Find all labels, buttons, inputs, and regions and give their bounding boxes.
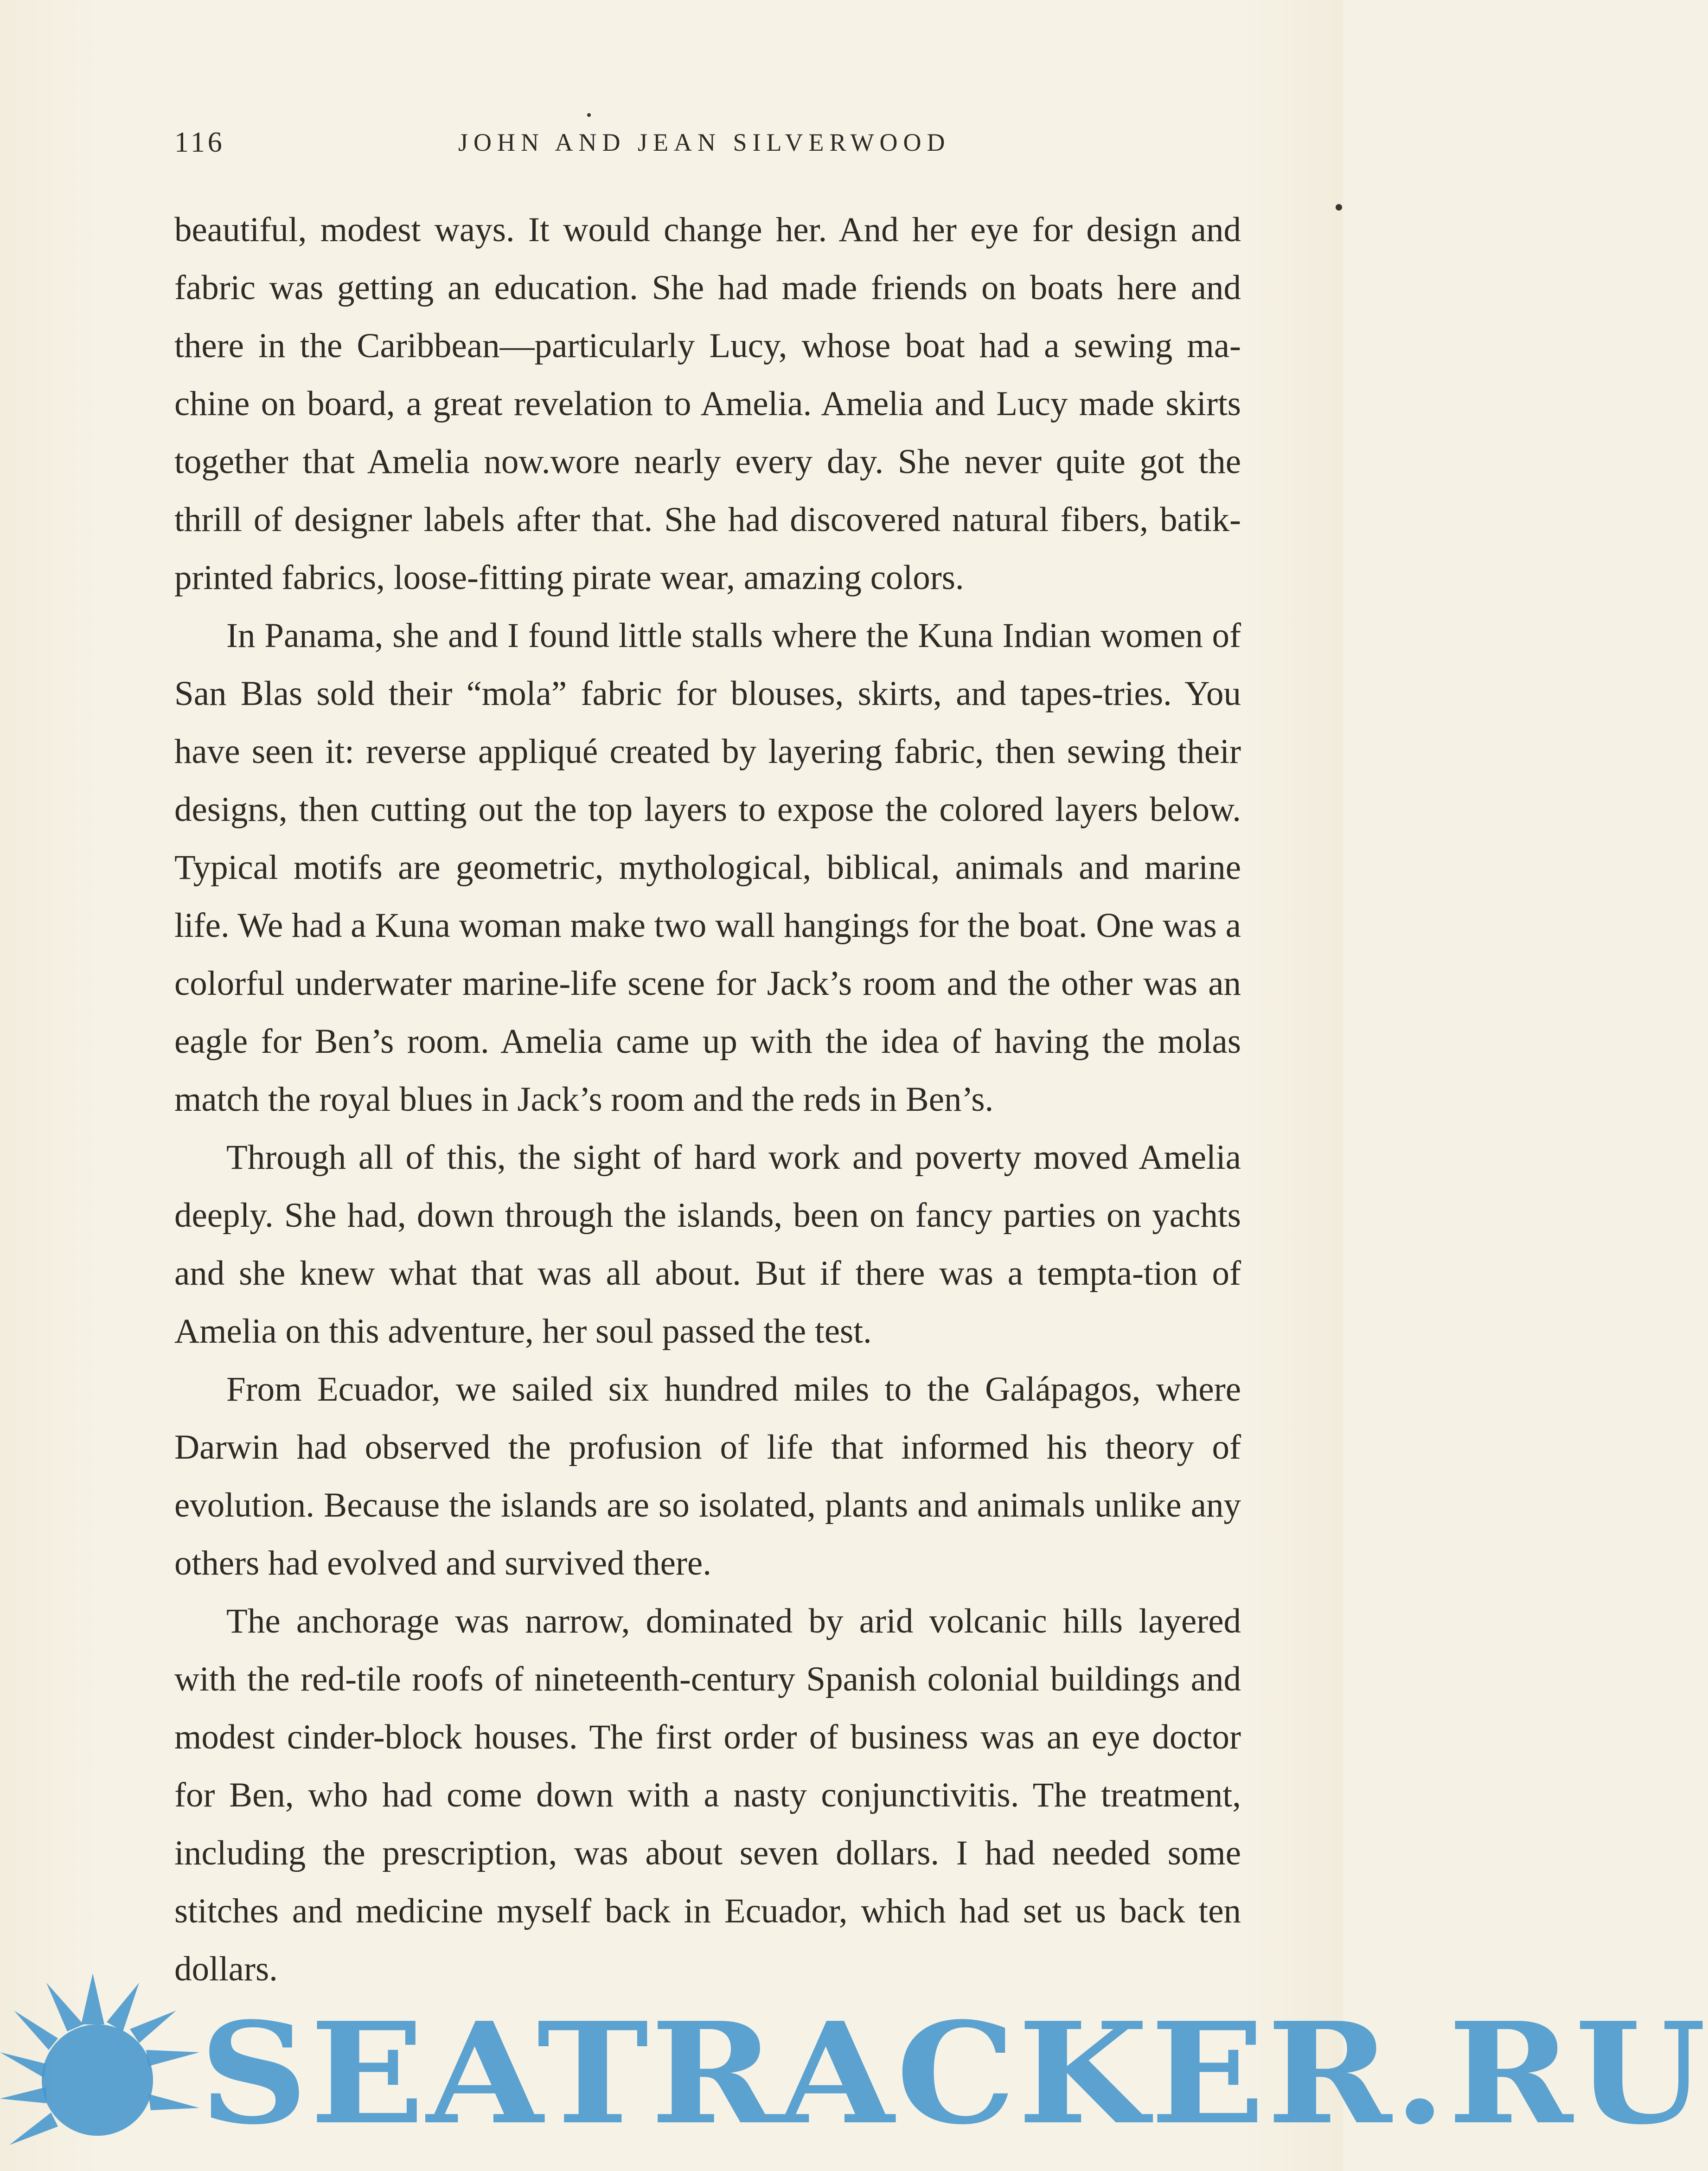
paragraph [174,1360,1241,1592]
text-line: batik-printed fabrics, loose-fitting pirate wear, amazing colors. [174,500,1241,597]
body-text [174,201,1241,1998]
watermark-text: SEATRACKER.RU [199,1992,1708,2155]
text-line: room and the other was an eagle for Ben’s room. Amelia came up with the [174,964,1241,1061]
stray-ink-mark [1336,204,1342,211]
paragraph [174,1128,1241,1360]
text-line: doctor for Ben, who had come down with a nasty conjunctivitis. The [174,1718,1241,1814]
text-line: set us back ten dollars. [174,1892,1241,1988]
text-line: and modest cinder-block houses. The first order of business was an eye [174,1660,1241,1756]
text-line: colored layers below. Typical motifs are geometric, mythological, biblical, [174,790,1241,887]
text-line: with the red-tile roofs of nineteenth-century Spanish colonial buildings [174,1660,1180,1698]
text-line: needed some stitches and medicine myself back in Ecuador, which had [174,1834,1241,1930]
text-line: In Panama, she and I found little stalls where the Kuna Indian [226,616,1092,655]
text-line: treatment, including the prescription, was about seven dollars. I had [174,1776,1241,1872]
text-line: fabric was getting an education. She had made friends on boats here and [174,269,1241,307]
text-line: tries. You have seen it: reverse appliqué created by layering fabric, then [174,674,1241,771]
text-line: there in the Caribbean—particularly Lucy, whose boat had a sewing ma- [174,327,1241,365]
text-line: yachts and she knew what that was all about. But if there was a tempta- [174,1196,1241,1293]
paragraph [174,607,1241,1128]
text-line: Darwin had observed the profusion of life that informed his theory of [174,1428,1241,1467]
stray-ink-mark [587,113,591,117]
text-line: idea of having the molas match the royal blues in Jack’s room and the [174,1022,1241,1119]
running-head-title: JOHN AND JEAN SILVERWOOD [458,128,951,156]
text-line: together that Amelia now.wore nearly every day. She never quite got the [174,442,1241,481]
text-line: for the boat. One was a colorful underwater marine-life scene for Jack’s [174,906,1241,1003]
text-line: reds in Ben’s. [803,1080,994,1119]
paragraph [174,201,1241,607]
text-line: tion of Amelia on this adventure, her soul passed the test. [174,1254,1241,1351]
watermark [0,1973,1708,2171]
text-line: Through all of this, the sight of hard work and poverty moved Amelia [226,1138,1241,1177]
page-number: 116 [174,127,225,158]
running-head [174,122,1241,163]
text-line: thrill of designer labels after that. She had discovered natural fibers, [174,500,1148,539]
text-line: women of San Blas sold their “mola” fabric for blouses, skirts, and tapes- [174,616,1241,713]
text-line: evolution. Because the islands are so isolated, plants and animals unlike [174,1486,1182,1524]
sun-logo-icon [0,1973,213,2171]
text-line: deeply. She had, down through the islands, been on fancy parties on [174,1196,1142,1235]
text-line: beautiful, modest ways. It would change her. And her eye for design and [174,211,1241,249]
text-line: From Ecuador, we sailed six hundred miles to the Galápagos, where [226,1370,1241,1409]
text-line: The anchorage was narrow, dominated by arid volcanic hills layered [226,1602,1241,1640]
text-line: sewing their designs, then cutting out the top layers to expose the [174,732,1241,829]
paragraph [174,1592,1241,1998]
text-line: animals and marine life. We had a Kuna woman make two wall hangings [174,848,1241,945]
text-line: any others had evolved and survived there. [174,1486,1241,1582]
text-line: chine on board, a great revelation to Amelia. Amelia and Lucy made skirts [174,384,1241,423]
